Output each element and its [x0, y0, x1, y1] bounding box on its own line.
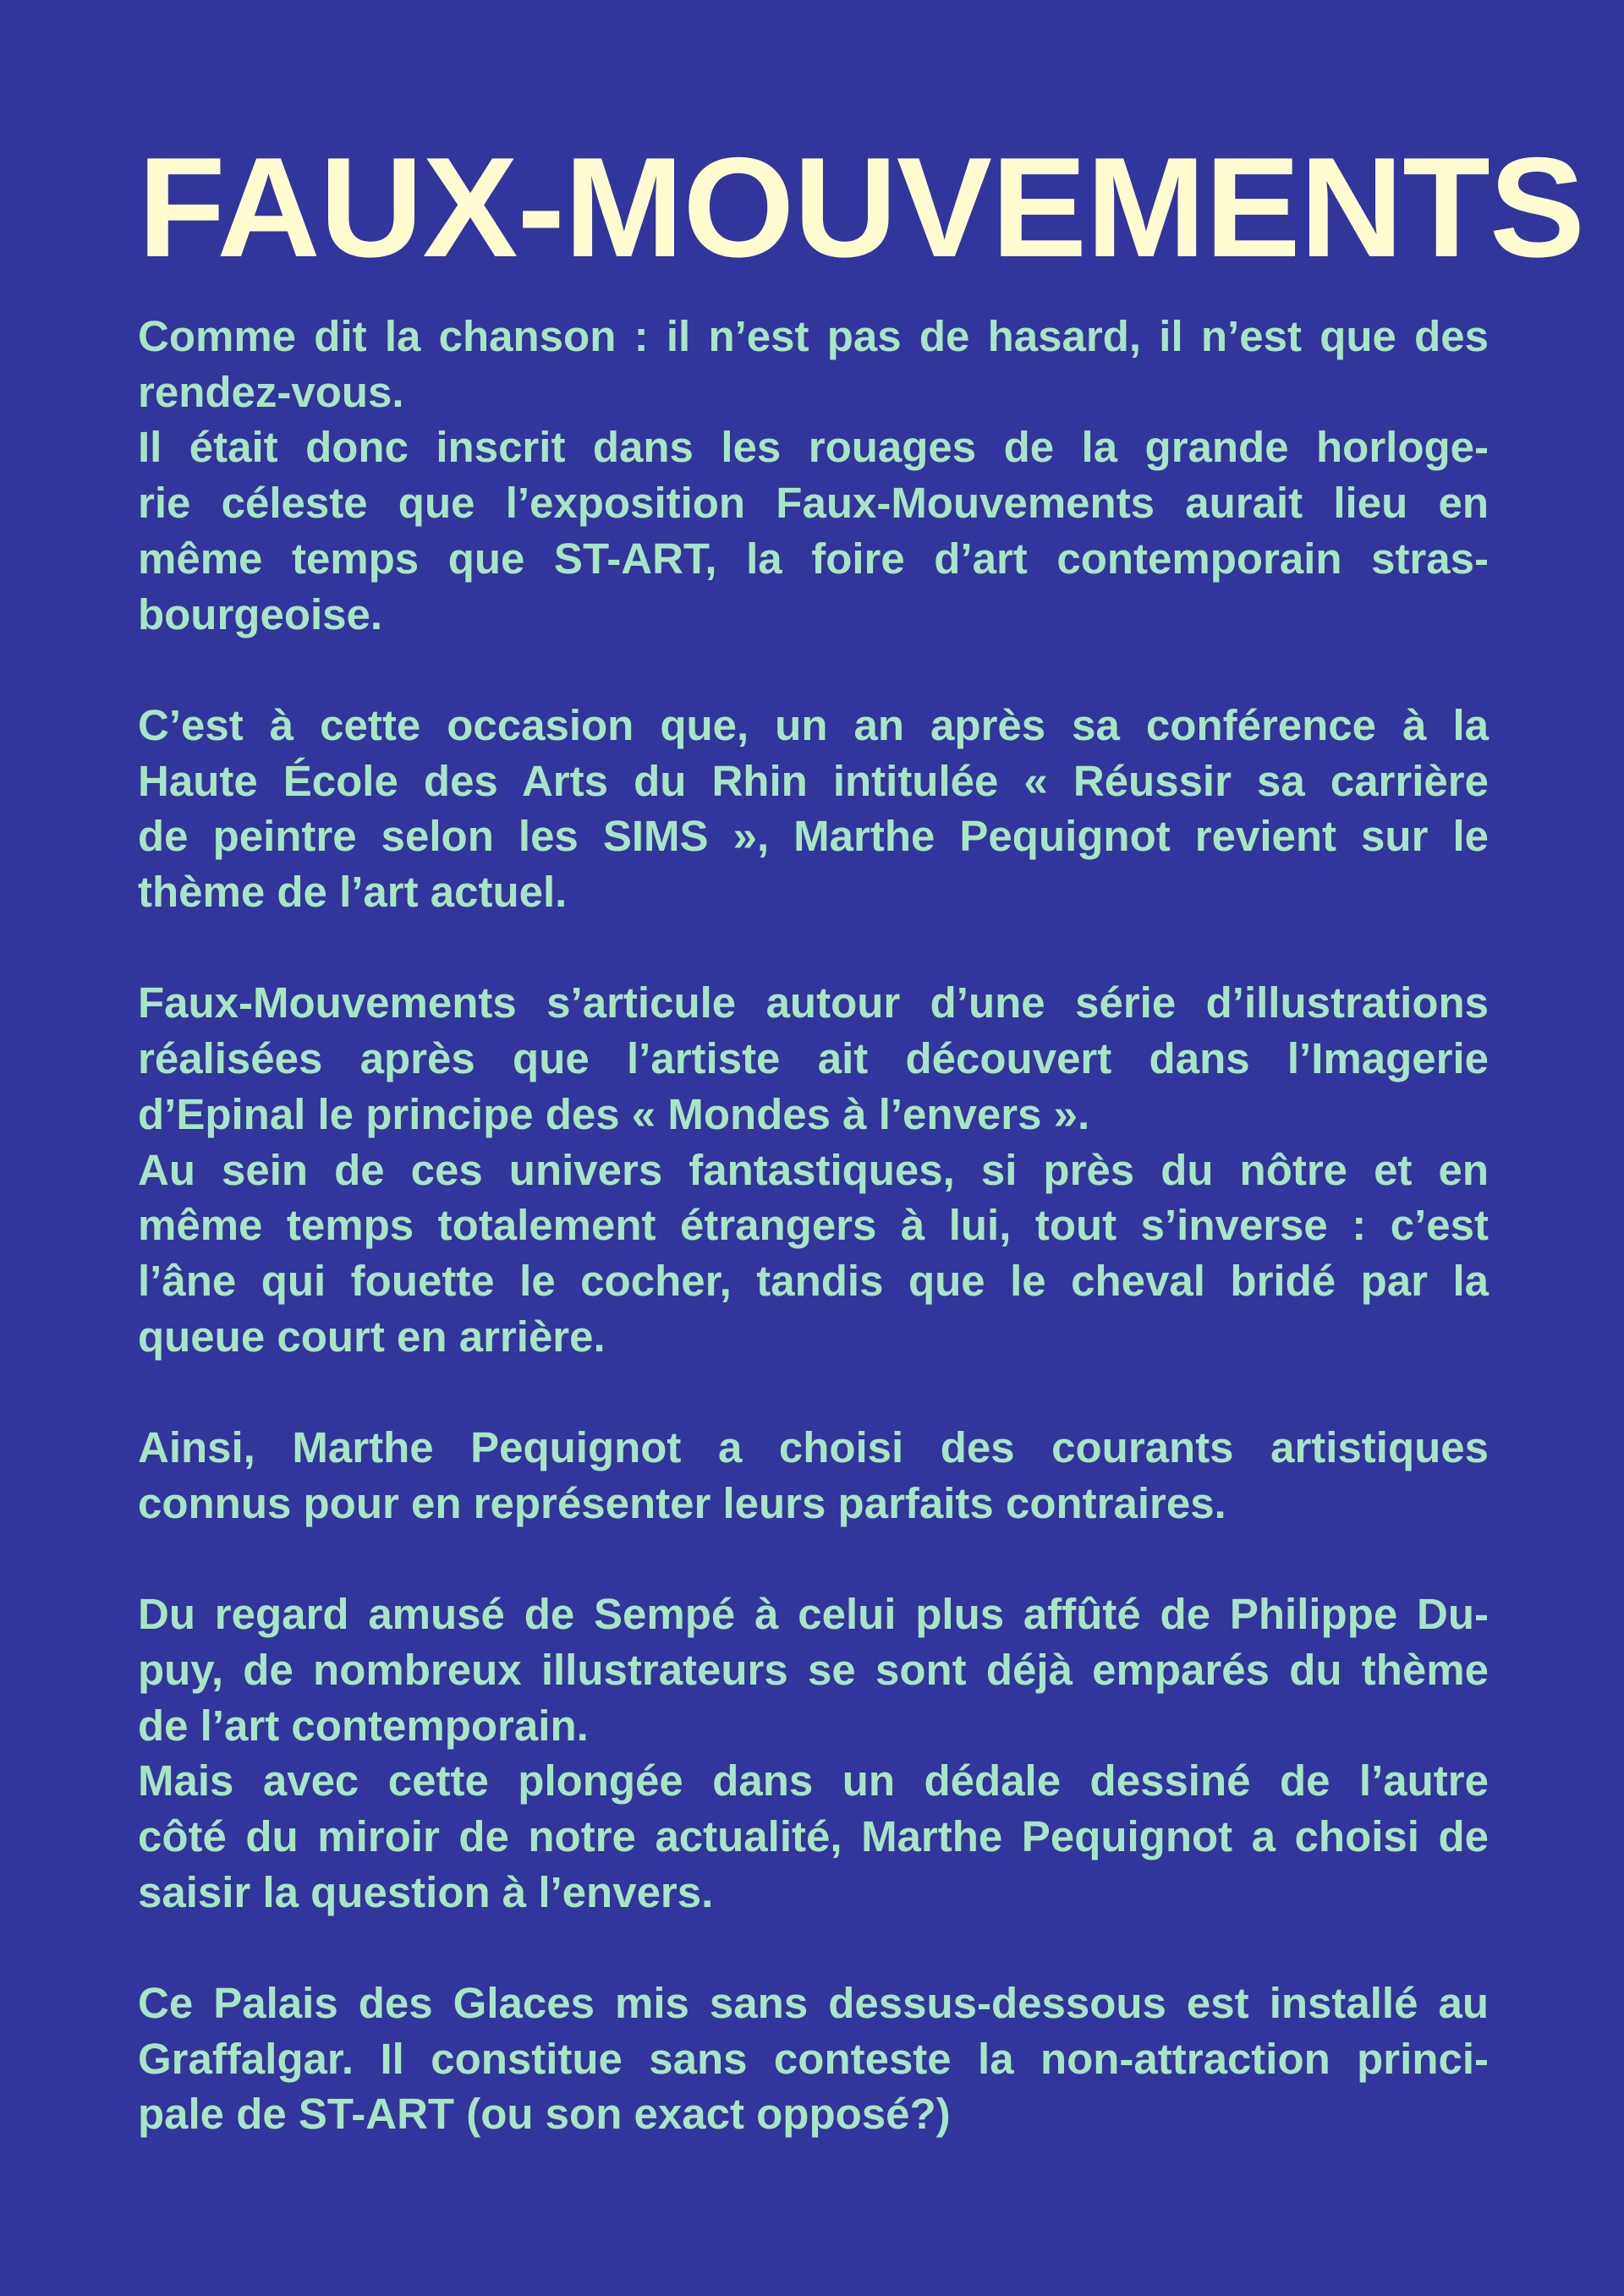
paragraph: [138, 1975, 1489, 2142]
text-line: rie céleste que l’exposition Faux-Mouvements aurait lieu en: [138, 479, 1489, 528]
text-line: Faux-Mouvements s’articule autour d’une série d’illustrations: [138, 978, 1489, 1027]
text-line: C’est à cette occasion que, un an après sa conférence à la: [138, 700, 1489, 749]
text-line: Du regard amusé de Sempé à celui plus affûté de Philippe Du-: [138, 1590, 1489, 1639]
paragraph: [138, 975, 1489, 1364]
text-line: pale de ST-ART (ou son exact opposé?): [138, 2090, 951, 2139]
paragraph: [138, 1586, 1489, 1920]
text-line: connus pour en représenter leurs parfaits contraires.: [138, 1478, 1226, 1527]
text-line: Ainsi, Marthe Pequignot a choisi des courants artistiques: [138, 1423, 1489, 1472]
text-line: côté du miroir de notre actualité, Marthe Pequignot a choisi de: [138, 1811, 1489, 1860]
text-line: Ce Palais des Glaces mis sans dessus-dessous est installé au: [138, 1979, 1489, 2028]
paragraph: [138, 698, 1489, 920]
text-line: Mais avec cette plongée dans un dédale dessiné de l’autre: [138, 1756, 1489, 1806]
text-line: Comme dit la chanson : il n’est pas de hasard, il n’est que des: [138, 312, 1489, 360]
text-line: saisir la question à l’envers.: [138, 1867, 714, 1916]
text-line: l’âne qui fouette le cocher, tandis que le cheval bridé par la: [138, 1256, 1489, 1305]
text-line: Graffalgar. Il constitue sans conteste la non-attraction princi-: [138, 2034, 1489, 2083]
text-line: rendez-vous.: [138, 367, 404, 416]
text-line: queue court en arrière.: [138, 1312, 606, 1361]
document-body: [138, 309, 1489, 2142]
text-line: même temps que ST-ART, la foire d’art contemporain stras-: [138, 534, 1489, 583]
paragraph: [138, 1420, 1489, 1531]
text-line: d’Epinal le principe des « Mondes à l’envers ».: [138, 1089, 1090, 1138]
text-line: de l’art contemporain.: [138, 1701, 589, 1750]
text-line: bourgeoise.: [138, 589, 383, 638]
paragraph: [138, 309, 1489, 642]
text-line: réalisées après que l’artiste ait découvert dans l’Imagerie: [138, 1034, 1489, 1083]
text-line: même temps totalement étrangers à lui, tout s’inverse : c’est: [138, 1201, 1489, 1250]
text-line: puy, de nombreux illustrateurs se sont déjà emparés du thème: [138, 1645, 1489, 1694]
text-line: Il était donc inscrit dans les rouages de la grande horloge-: [138, 423, 1489, 472]
text-line: Haute École des Arts du Rhin intitulée « Réussir sa carrière: [138, 756, 1489, 805]
text-line: de peintre selon les SIMS », Marthe Pequignot revient sur le: [138, 812, 1489, 861]
document-title: FAUX-MOUVEMENTS: [138, 128, 1584, 287]
text-line: thème de l’art actuel.: [138, 868, 568, 917]
text-line: Au sein de ces univers fantastiques, si près du nôtre et en: [138, 1145, 1489, 1194]
